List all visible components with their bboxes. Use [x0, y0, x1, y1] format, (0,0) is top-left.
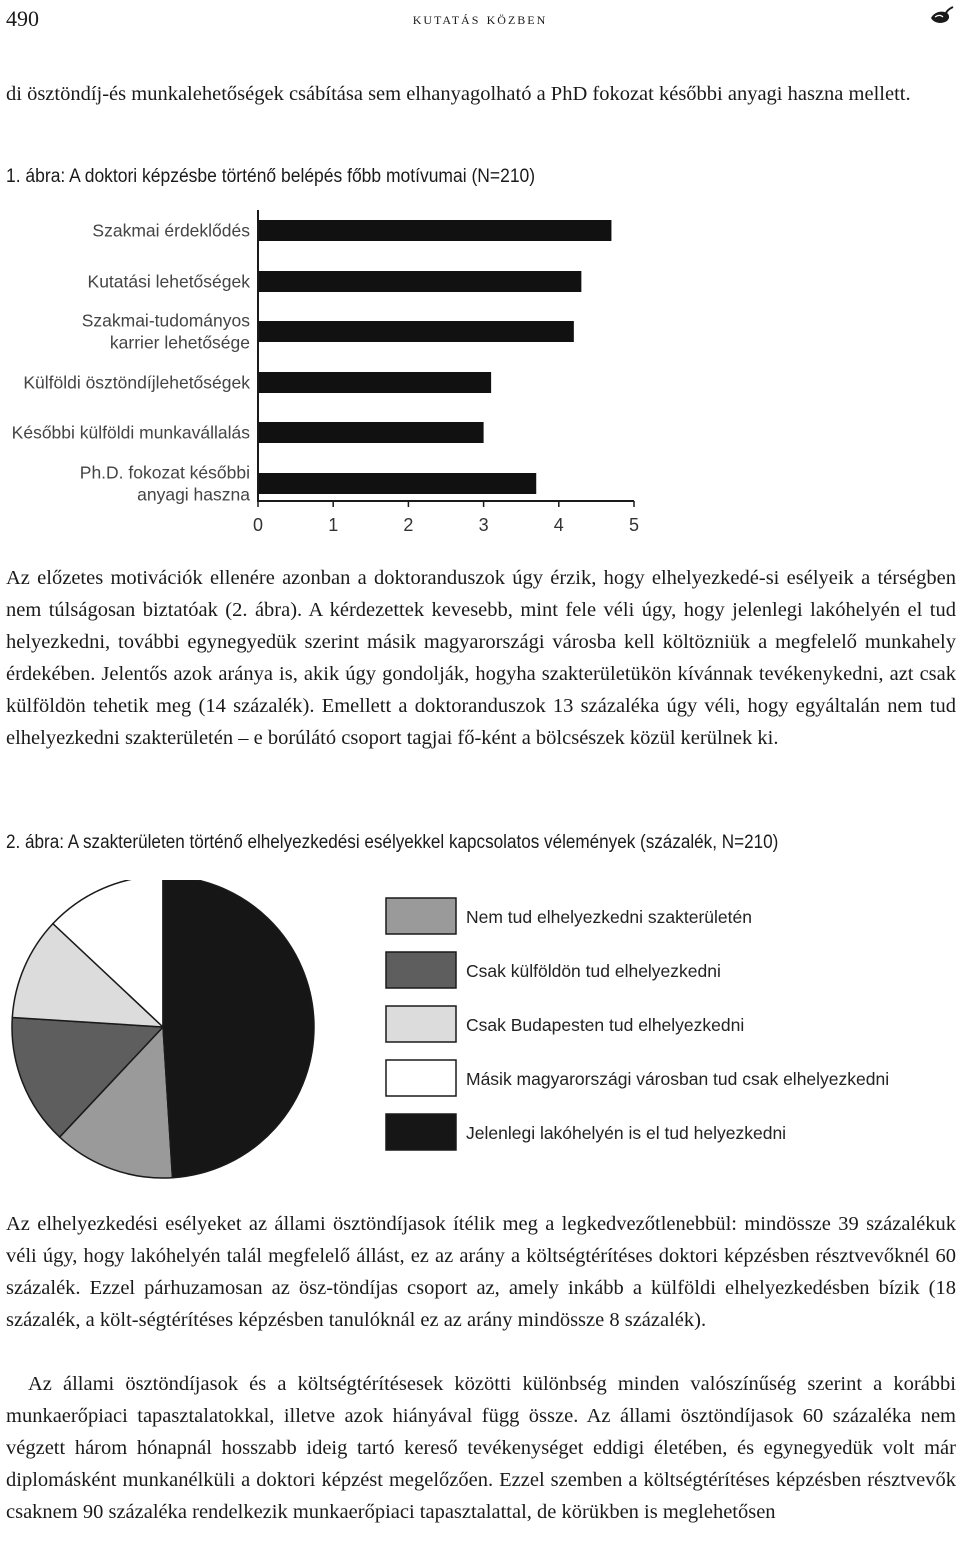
legend-label: Csak külföldön tud elhelyezkedni [466, 961, 721, 981]
x-tick-label: 4 [553, 515, 564, 535]
legend-item [386, 952, 721, 988]
category-label-line: anyagi haszna [137, 484, 250, 505]
category-label-line: Szakmai-tudományos [81, 310, 250, 331]
intro-paragraph: di ösztöndíj-és munkalehetőségek csábítása sem elhanyagolható a PhD fokozat későbbi anyagi haszna mellett. [6, 83, 911, 105]
bar-1 [258, 220, 611, 241]
final-paragraph-2 [6, 1368, 956, 1528]
category-label-line: Ph.D. fokozat későbbi [79, 462, 250, 483]
legend-item [386, 1060, 889, 1096]
category-label [12, 423, 251, 443]
bar-5 [258, 422, 484, 443]
legend-swatch [386, 1006, 456, 1042]
x-tick-label: 1 [328, 515, 339, 535]
legend-swatch [386, 1114, 456, 1150]
tick-layer [253, 501, 639, 535]
pie-slice-layer [12, 880, 314, 1178]
category-label-line: Szakmai érdeklődés [92, 220, 250, 241]
legend-swatch [386, 1060, 456, 1096]
legend-item [386, 1006, 744, 1042]
category-label-line: Későbbi külföldi munkavállalás [11, 422, 250, 443]
category-label-line: karrier lehetősége [109, 332, 250, 353]
bar-layer [258, 220, 611, 494]
bar-6 [258, 473, 536, 494]
page-number: 490 [6, 6, 39, 31]
category-label [80, 463, 250, 505]
bar-3 [258, 321, 574, 342]
pie-slice-5 [163, 880, 314, 1178]
category-label-line: Kutatási lehetőségek [87, 271, 250, 292]
employment-pie-chart [0, 880, 960, 1190]
x-tick-label: 2 [403, 515, 414, 535]
x-tick-label: 3 [478, 515, 489, 535]
legend-item [386, 898, 752, 934]
final-paragraph-1: Az elhelyezkedési esélyeket az állami ösztöndíjasok ítélik meg a legkedvezőtlenebbül: mindössze 39 százalékuk véli úgy, hogy lakóhelyén talál megfelelő állást, ez az arány a költségtérítéses doktori képzésben résztvevőknél 60 százalék. Ezzel párhuzamosan az ösz-töndíjas csoport az, amely inkább a külföldi elhelyezkedésben bízik (18 százalék, a költ-ségtérítéses képzésben tanulóknál ez az arány mindössze 8 százalék). [6, 1213, 956, 1331]
legend [386, 898, 889, 1150]
category-label [88, 272, 251, 292]
bar-2 [258, 271, 581, 292]
figure1-caption: 1. ábra: A doktori képzésbe történő belépés főbb motívumai (N=210) [6, 166, 536, 187]
legend-label: Csak Budapesten tud elhelyezkedni [466, 1015, 745, 1035]
running-head: kutatás közben [412, 9, 548, 28]
legend-item [386, 1114, 786, 1150]
middle-paragraph: Az előzetes motivációk ellenére azonban a doktoranduszok úgy érzik, hogy elhelyezkedé-si esélyeik a térségben nem túlságosan biztatóak (2. ábra). A kérdezettek kevesebb, mint fele véli úgy, hogy jelenlegi lakóhelyén el tud helyezkedni, további egynegyedük szerint másik magyarországi városba kell költözniük a megfelelő munkahely érdekében. Jelentős azok aránya is, akik úgy gondolják, hogyha szakterületükön kívánnak tevékenykedni, azt csak külföldön tehetik meg (14 százalék). Emellett a doktoranduszok 13 százaléka úgy véli, hogy egyáltalán nem tud elhelyezkedni szakterületén – e borúlátó csoport tagjai fő-ként a bölcsészek közül kerülnek ki. [6, 567, 956, 749]
page-header [0, 0, 960, 40]
final-paragraph-2-text: Az állami ösztöndíjasok és a költségtérítésesek közötti különbség minden valószínűség szerint a korábbi munkaerőpiaci tapasztalatokkal, illetve azok hiányával függ össze. Az állami ösztöndíjasok 60 százaléka nem végzett három hónapnál hosszabb ideig tartó kereső tevékenységet eddigi életében, és egynegyedük volt már diplomásként munkanélküli a doktori képzést megelőzően. Ezzel szemben a költségtérítéses képzésben résztvevők csaknem 90 százaléka rendelkezik munkaerőpiaci tapasztalattal, de körükben is meglehetősen [6, 1373, 956, 1523]
category-label [82, 311, 251, 353]
pepper-ornament-icon [928, 4, 954, 28]
x-tick-label: 5 [628, 515, 640, 535]
category-label [23, 373, 250, 393]
legend-label: Jelenlegi lakóhelyén is el tud helyezkedni [466, 1123, 787, 1143]
legend-label: Másik magyarországi városban tud csak elhelyezkedni [466, 1069, 890, 1089]
motives-bar-chart [0, 200, 660, 545]
legend-swatch [386, 898, 456, 934]
figure2-caption: 2. ábra: A szakterületen történő elhelyezkedési esélyekkel kapcsolatos vélemények (százalék, N=210) [6, 832, 779, 853]
category-label [92, 221, 250, 241]
legend-swatch [386, 952, 456, 988]
bar-4 [258, 372, 491, 393]
category-label-line: Külföldi ösztöndíjlehetőségek [23, 372, 250, 393]
x-tick-label: 0 [252, 515, 264, 535]
legend-label: Nem tud elhelyezkedni szakterületén [466, 907, 752, 927]
category-label-layer [12, 221, 251, 505]
